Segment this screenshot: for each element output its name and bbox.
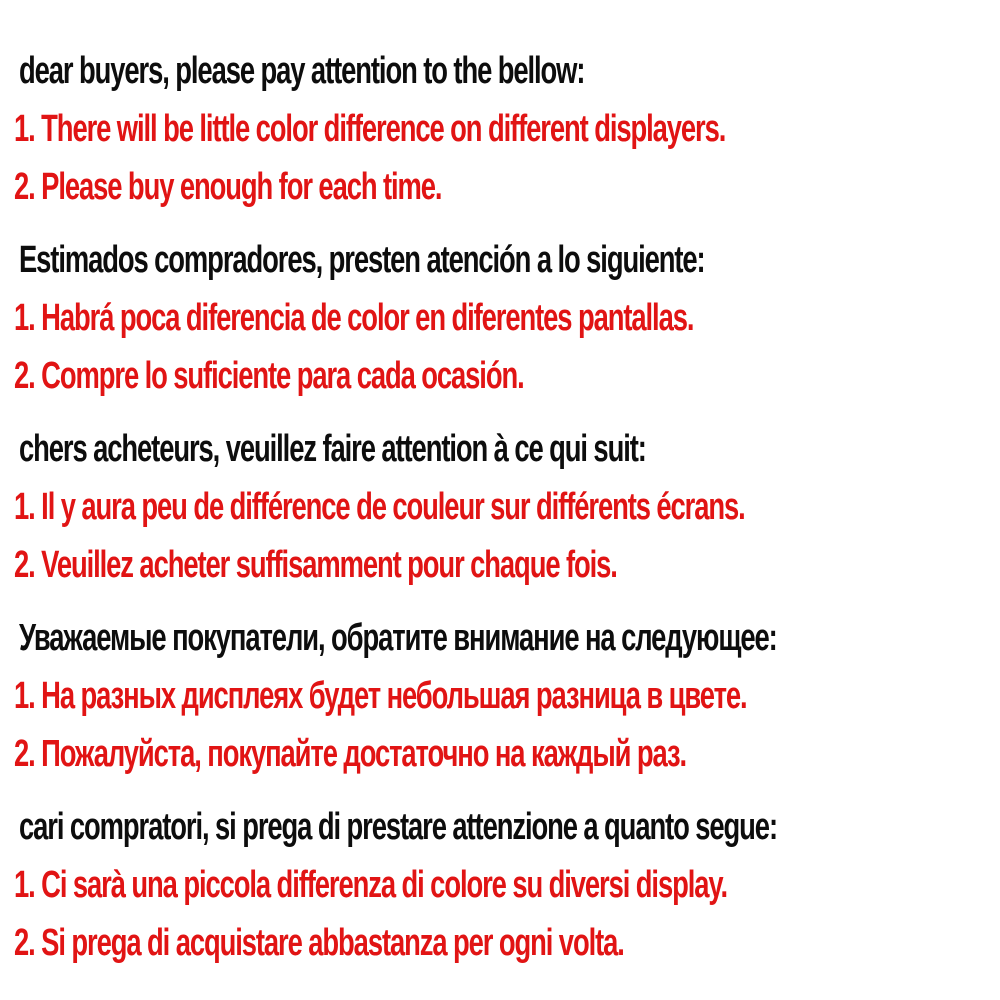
notice-item: 2. Пожалуйста, покупайте достаточно на каждый раз. bbox=[14, 733, 687, 775]
notice-item: 1. Habrá poca diferencia de color en diferentes pantallas. bbox=[14, 297, 694, 339]
section-russian bbox=[14, 604, 1000, 773]
section-heading-spanish: Estimados compradores, presten atención a lo siguiente: bbox=[19, 239, 705, 281]
notice-item: 2. Veuillez acheter suffisamment pour chaque fois. bbox=[14, 544, 617, 586]
section-spanish bbox=[14, 226, 1000, 395]
notice-item: 1. Ci sarà una piccola differenza di colore su diversi display. bbox=[14, 864, 728, 906]
section-french bbox=[14, 415, 1000, 584]
section-italian bbox=[14, 793, 1000, 962]
section-heading-russian: Уважаемые покупатели, обратите внимание на следующее: bbox=[19, 617, 777, 659]
notice-item: 2. Please buy enough for each time. bbox=[14, 166, 442, 208]
section-heading-italian: cari compratori, si prega di prestare attenzione a quanto segue: bbox=[19, 806, 777, 848]
notice-item: 2. Compre lo suficiente para cada ocasión. bbox=[14, 355, 524, 397]
notice-item: 1. На разных дисплеях будет небольшая разница в цвете. bbox=[14, 675, 747, 717]
section-heading-english: dear buyers, please pay attention to the bellow: bbox=[19, 50, 585, 92]
notice-item: 2. Si prega di acquistare abbastanza per ogni volta. bbox=[14, 922, 624, 964]
section-heading-french: chers acheteurs, veuillez faire attention à ce qui suit: bbox=[19, 428, 646, 470]
notice-item: 1. Il y aura peu de différence de couleur sur différents écrans. bbox=[14, 486, 745, 528]
section-english bbox=[14, 37, 1000, 206]
notice-item: 1. There will be little color difference on different displayers. bbox=[14, 108, 726, 150]
